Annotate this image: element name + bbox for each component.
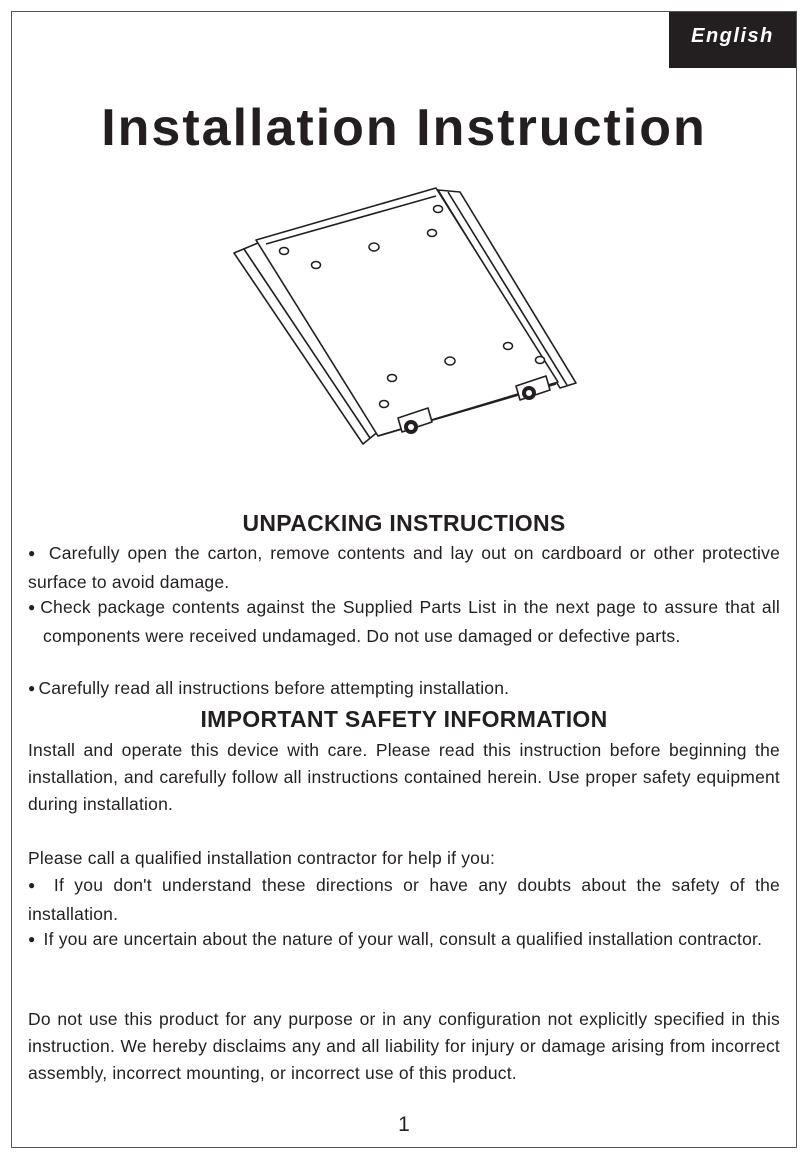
safety-item: ● If you don't understand these directions or have any doubts about the safety of the installation. <box>28 875 780 924</box>
unpacking-item: ● Carefully read all instructions before attempting installation. <box>28 678 510 698</box>
disclaimer-text: Do not use this product for any purpose or in any configuration not explicitly specified in this instruction. We hereby disclaims any and all liability for injury or damage arising from incorrect assembly, incorrect mounting, or incorrect use of this product. <box>28 1009 780 1083</box>
unpacking-item: ● Carefully open the carton, remove contents and lay out on cardboard or other protective surface to avoid damage. <box>28 543 780 592</box>
language-tab: English <box>669 12 796 68</box>
safety-intro: Install and operate this device with care. Please read this instruction before beginning the installation, and carefully follow all instructions contained herein. Use proper safety equipment during installation. <box>28 740 780 814</box>
wall-mount-bracket-icon <box>228 182 580 448</box>
call-contractor-text: Please call a qualified installation contractor for help if you: <box>28 848 496 868</box>
bullet-icon: ● <box>28 600 38 614</box>
bullet-icon: ● <box>28 932 36 946</box>
bullet-icon: ● <box>28 681 36 695</box>
bullet-icon: ● <box>28 546 39 560</box>
bullet-icon: ● <box>28 878 41 892</box>
page-title: Installation Instruction <box>101 99 707 157</box>
unpacking-item: ● Check package contents against the Supplied Parts List in the next page to assure that all components were received undamaged. Do not use damaged or defective parts. <box>28 597 780 646</box>
safety-heading: IMPORTANT SAFETY INFORMATION <box>200 706 608 732</box>
unpacking-heading: UNPACKING INSTRUCTIONS <box>242 510 566 536</box>
page-number: 1 <box>398 1113 410 1136</box>
safety-item: ● If you are uncertain about the nature of your wall, consult a qualified installation contractor. <box>28 929 763 949</box>
